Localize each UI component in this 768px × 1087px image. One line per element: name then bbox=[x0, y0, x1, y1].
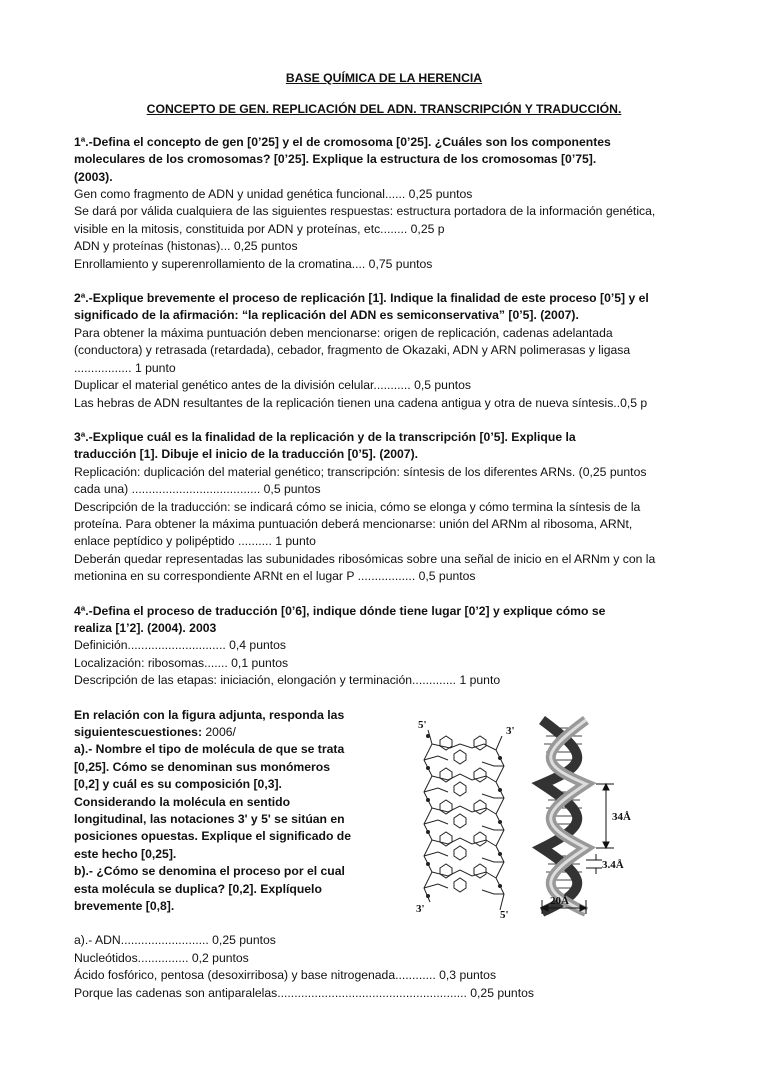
answer-text: proteína. Para obtener la máxima puntuación deberá mencionarse: unión del ARNm al ribosoma, ARNt, bbox=[74, 516, 633, 531]
answer-text: Ácido fosfórico, pentosa (desoxirribosa) y base nitrogenada............ 0,3 puntos bbox=[74, 968, 497, 983]
dna-ladder-diagram bbox=[416, 719, 515, 919]
question-text: En relación con la figura adjunta, responda las bbox=[74, 707, 345, 722]
dna-figure bbox=[410, 714, 710, 919]
question-3 bbox=[74, 429, 694, 586]
question-text: a).- Nombre el tipo de molécula de que se trata bbox=[74, 742, 345, 757]
answer-text: Enrollamiento y superenrollamiento de la cromatina.... 0,75 puntos bbox=[74, 256, 433, 271]
question-text: esta molécula se duplica? [0,2]. Explíquelo bbox=[74, 881, 322, 896]
document-subtitle: CONCEPTO DE GEN. REPLICACIÓN DEL ADN. TRANSCRIPCIÓN Y TRADUCCIÓN. bbox=[146, 102, 622, 117]
answer-text: (conductora) y retrasada (retardada), cebador, fragmento de Okazaki, ADN y ARN polimerasas y ligasa bbox=[74, 343, 631, 358]
answer-text: Descripción de la traducción: se indicará cómo se inicia, cómo se elonga y cómo termina la síntesis de la bbox=[74, 499, 641, 514]
label-3prime-bottom: 3' bbox=[416, 903, 425, 915]
answer-text: Nucleótidos............... 0,2 puntos bbox=[74, 950, 249, 965]
left-backbone bbox=[424, 730, 432, 902]
answer-text: Las hebras de ADN resultantes de la replicación tienen una cadena antigua y otra de nueva síntesis..0,5 p bbox=[74, 395, 648, 410]
answer-text: enlace peptídico y polipéptido .......... 1 punto bbox=[74, 534, 316, 549]
label-5prime-bottom: 5' bbox=[500, 909, 509, 919]
question-text: Considerando la molécula en sentido bbox=[74, 794, 291, 809]
dimension-3-4A bbox=[586, 854, 602, 874]
question-text: realiza [1’2]. (2004). 2003 bbox=[74, 620, 217, 635]
question-year: 2006/ bbox=[202, 725, 236, 739]
question-text: [0,25]. Cómo se denominan sus monómeros bbox=[74, 759, 330, 774]
dna-diagram bbox=[410, 714, 710, 919]
answer-text: Duplicar el material genético antes de la división celular........... 0,5 puntos bbox=[74, 378, 471, 393]
answer-text: ADN y proteínas (histonas)... 0,25 puntos bbox=[74, 239, 298, 254]
label-5prime-top: 5' bbox=[418, 719, 427, 731]
answer-text: Deberán quedar representadas las subunidades ribosómicas sobre una señal de inicio en el ARNm y con la bbox=[74, 551, 656, 566]
label-20A: 20Å bbox=[550, 895, 569, 907]
answer-text: Se dará por válida cualquiera de las siguientes respuestas: estructura portadora de la información genética, bbox=[74, 204, 656, 219]
question-text: 1ª.-Defina el concepto de gen [0’25] y el de cromosoma [0’25]. ¿Cuáles son los componentes bbox=[74, 134, 611, 149]
question-text: moleculares de los cromosomas? [0’25]. Explique la estructura de los cromosomas [0’75]. bbox=[74, 152, 597, 167]
base-pairs bbox=[424, 744, 504, 894]
question-text: este hecho [0,25]. bbox=[74, 846, 177, 861]
question-5-text bbox=[74, 707, 359, 916]
answer-text: a).- ADN.......................... 0,25 puntos bbox=[74, 933, 276, 948]
question-text: 4ª.-Defina el proceso de traducción [0’6], indique dónde tiene lugar [0’2] y explique cómo se bbox=[74, 603, 606, 618]
answer-text: Gen como fragmento de ADN y unidad genética funcional...... 0,25 puntos bbox=[74, 187, 473, 202]
question-text: brevemente [0,8]. bbox=[74, 899, 175, 914]
answer-text: Para obtener la máxima puntuación deben mencionarse: origen de replicación, cadenas adelantada bbox=[74, 325, 613, 340]
question-text: b).- ¿Cómo se denomina el proceso por el cual bbox=[74, 864, 345, 879]
answer-text: Porque las cadenas son antiparalelas........................................................ 0,25 puntos bbox=[74, 985, 534, 1000]
question-2 bbox=[74, 290, 694, 412]
answer-text: Localización: ribosomas....... 0,1 puntos bbox=[74, 655, 289, 670]
question-text: posiciones opuestas. Explique el significado de bbox=[74, 829, 351, 844]
answer-text: Descripción de las etapas: iniciación, elongación y terminación............. 1 punto bbox=[74, 673, 501, 688]
label-3-4A: 3.4Å bbox=[602, 859, 624, 871]
document-title: BASE QUÍMICA DE LA HERENCIA bbox=[285, 71, 483, 85]
question-text-line bbox=[74, 724, 359, 741]
answer-text: cada una) ...................................... 0,5 puntos bbox=[74, 482, 321, 497]
question-text: 2ª.-Explique brevemente el proceso de replicación [1]. Indique la finalidad de este proceso [0’5] y el bbox=[74, 291, 649, 306]
label-34A: 34Å bbox=[612, 811, 631, 823]
answer-text: ................. 1 punto bbox=[74, 360, 176, 375]
question-text: (2003). bbox=[74, 169, 113, 184]
label-3prime-top: 3' bbox=[506, 725, 515, 737]
question-text: siguientescuestiones: bbox=[74, 725, 203, 739]
question-text: 3ª.-Explique cuál es la finalidad de la replicación y de la transcripción [0’5]. Explique la bbox=[74, 429, 576, 444]
dna-helix-diagram bbox=[542, 720, 631, 914]
answer-text: visible en la mitosis, constituida por ADN y proteínas, etc........ 0,25 p bbox=[74, 221, 445, 236]
answer-text: Replicación: duplicación del material genético; transcripción: síntesis de los diferentes ARNs. (0,25 puntos bbox=[74, 464, 647, 479]
answer-text: Definición............................. 0,4 puntos bbox=[74, 638, 287, 653]
question-text: traducción [1]. Dibuje el inicio de la traducción [0’5]. (2007). bbox=[74, 447, 419, 462]
question-4 bbox=[74, 603, 694, 690]
question-text: significado de la afirmación: “la replicación del ADN es semiconservativa” [0’5]. (2007). bbox=[74, 308, 579, 323]
question-text: [0,2] y cuál es su composición [0,3]. bbox=[74, 777, 282, 792]
question-text: longitudinal, las notaciones 3' y 5' se sitúan en bbox=[74, 812, 345, 827]
question-1 bbox=[74, 134, 694, 273]
answer-text: metionina en su correspondiente ARNt en el lugar P ................. 0,5 puntos bbox=[74, 569, 476, 584]
